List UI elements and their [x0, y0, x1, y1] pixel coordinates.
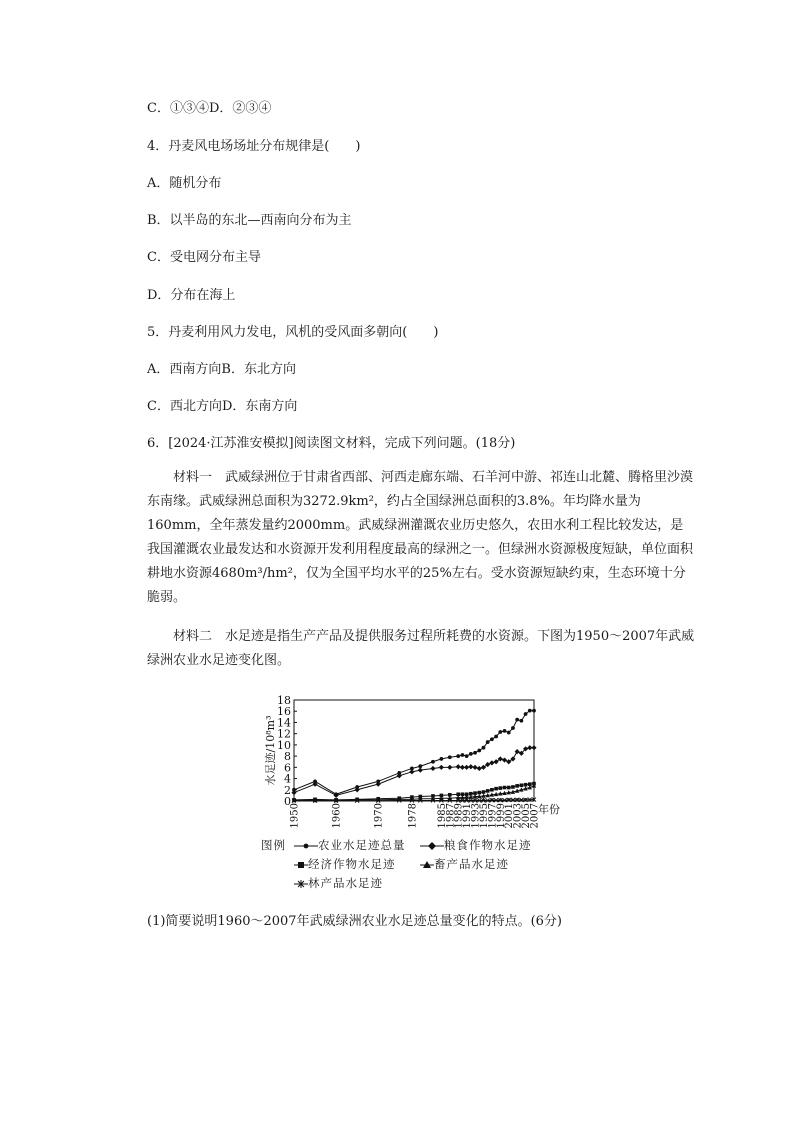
legend-item-forest	[294, 876, 383, 890]
q4-option-c: C．受电网分布主导	[147, 250, 261, 265]
x-tick-label: 1960	[331, 803, 343, 829]
x-tick-label: 1970	[373, 803, 385, 829]
series-2-point	[499, 786, 503, 790]
y-tick-label: 16	[277, 705, 291, 719]
series-2-point	[515, 784, 519, 788]
series-0-point	[498, 730, 502, 734]
q3-options: C．①③④D．②③④	[147, 101, 272, 116]
series-0-point	[515, 718, 519, 722]
q4-stem: 4．丹麦风电场场址分布规律是( )	[147, 139, 361, 154]
legend-item-livestock	[420, 857, 509, 871]
series-2-point	[507, 786, 511, 790]
series-0-point	[448, 755, 452, 759]
cross-marker-icon	[294, 878, 308, 890]
y-tick-label: 2	[284, 783, 291, 797]
x-tick-label: 1978	[407, 803, 419, 829]
x-tick-label: 2005	[521, 803, 533, 829]
y-tick-label: 14	[277, 716, 291, 730]
series-1-point	[472, 765, 477, 770]
series-1-point	[468, 764, 473, 769]
series-2-point	[486, 789, 490, 793]
q5-options-ab: A．西南方向B．东北方向	[147, 362, 296, 377]
series-0-point	[524, 712, 528, 716]
square-marker-icon	[294, 859, 308, 871]
legend-label-total: 农业水足迹总量	[318, 838, 406, 852]
legend-item-economic	[294, 857, 396, 871]
series-0-point	[439, 757, 443, 761]
diamond-marker-icon	[420, 840, 444, 852]
series-2-point	[490, 788, 494, 792]
material-two: 材料二 水足迹是指生产产品及提供服务过程所耗费的水资源。下图为1950～2007年武威绿洲农业水足迹变化图。	[147, 629, 695, 668]
series-1-point	[464, 765, 469, 770]
series-1-point	[291, 790, 296, 795]
series-line-0	[294, 711, 534, 795]
x-tick-label: 1995	[478, 803, 490, 829]
series-2-point	[524, 783, 528, 787]
material-one: 材料一 武威绿洲位于甘肃省西部、河西走廊东端、石羊河中游、祁连山北麓、腾格里沙漠东南缘。武威绿洲总面积为3272.9km²，约占全国绿洲总面积的3.8%。年均降水量为160mm，全年蒸发量约2000mm。武威绿洲灌溉农业历史悠久，农田水利工程比较发达，是我国灌溉农业最发达和水资源开发利用程度最高的绿洲之一。但绿洲水资源极度短缺，单位面积耕地水资源4680m³/hm²，仅为全国平均水平的25%左右。受水资源短缺约束，生态环境十分脆弱。	[147, 470, 694, 605]
series-1-point	[481, 765, 486, 770]
series-1-point	[430, 766, 435, 771]
series-0-point	[494, 735, 498, 739]
series-0-point	[528, 709, 532, 713]
x-tick-label: 2003	[512, 803, 524, 829]
legend-item-total	[294, 838, 406, 852]
x-tick-label: 1999	[495, 803, 507, 829]
q5-stem: 5．丹麦利用风力发电，风机的受风面多朝向( )	[147, 325, 439, 340]
y-tick-label: 6	[284, 761, 291, 775]
series-0-point	[431, 760, 435, 764]
series-0-point	[461, 753, 465, 757]
y-tick-label: 12	[277, 727, 291, 741]
series-1-point	[409, 769, 414, 774]
q4-option-d: D．分布在海上	[147, 288, 236, 303]
y-tick-label: 4	[284, 772, 291, 786]
y-tick-label: 10	[277, 738, 291, 752]
series-2-point	[477, 791, 481, 795]
series-0-point	[532, 709, 536, 713]
legend-label-livestock: 畜产品水足迹	[434, 857, 509, 871]
x-tick-label: 1991	[462, 803, 474, 829]
q6-stem: 6．[2024·江苏淮安模拟]阅读图文材料，完成下列问题。(18分)	[147, 436, 516, 451]
series-0-point	[490, 737, 494, 741]
x-tick-label: 1950	[289, 803, 301, 829]
legend-label-economic: 经济作物水足迹	[308, 857, 396, 871]
series-2-point	[511, 785, 515, 789]
series-0-point	[486, 740, 490, 744]
x-tick-label: 1987	[445, 803, 457, 829]
circle-marker-icon	[294, 840, 318, 852]
series-1-point	[531, 745, 536, 750]
series-0-point	[503, 729, 507, 733]
legend-title: 图例	[261, 838, 286, 852]
series-0-point	[507, 731, 511, 735]
triangle-marker-icon	[420, 859, 434, 871]
x-tick-label: 1993	[470, 803, 482, 829]
legend-label-grain: 粮食作物水足迹	[444, 838, 532, 852]
question-one: (1)简要说明1960～2007年武威绿洲农业水足迹总量变化的特点。(6分)	[147, 914, 562, 929]
water-footprint-chart	[250, 688, 580, 838]
series-0-point	[473, 751, 477, 755]
series-1-point	[494, 759, 499, 764]
plot-frame	[294, 700, 534, 801]
series-0-point	[482, 746, 486, 750]
y-tick-label: 18	[277, 694, 291, 707]
series-0-point	[519, 719, 523, 723]
series-1-point	[439, 765, 444, 770]
series-1-point	[447, 765, 452, 770]
q5-options-cd: C．西北方向D．东南方向	[147, 399, 298, 414]
series-2-point	[482, 790, 486, 794]
y-tick-label: 8	[284, 750, 291, 764]
series-2-point	[503, 786, 507, 790]
x-tick-label: 2001	[504, 803, 516, 829]
series-1-point	[510, 756, 515, 761]
y-axis-label: 水足迹/10⁸m³	[264, 715, 277, 786]
series-2-point	[520, 783, 524, 787]
series-1-point	[477, 766, 482, 771]
series-0-point	[477, 749, 481, 753]
series-0-point	[511, 726, 515, 730]
series-0-point	[465, 754, 469, 758]
legend-label-forest: 林产品水足迹	[308, 876, 383, 890]
legend-item-grain	[420, 838, 532, 852]
series-2-point	[494, 787, 498, 791]
series-1-point	[418, 768, 423, 773]
x-axis-label: 年份	[538, 803, 560, 816]
series-0-point	[456, 754, 460, 758]
x-tick-label: 1989	[453, 803, 465, 829]
series-0-point	[469, 752, 473, 756]
y-tick-label: 0	[284, 795, 291, 808]
q4-option-a: A．随机分布	[147, 176, 222, 191]
series-1-point	[498, 756, 503, 761]
series-1-point	[456, 764, 461, 769]
q4-option-b: B．以半岛的东北—西南向分布为主	[147, 213, 352, 228]
x-tick-label: 2007	[529, 803, 541, 829]
x-tick-label: 1985	[436, 803, 448, 829]
x-tick-label: 1997	[487, 803, 499, 829]
